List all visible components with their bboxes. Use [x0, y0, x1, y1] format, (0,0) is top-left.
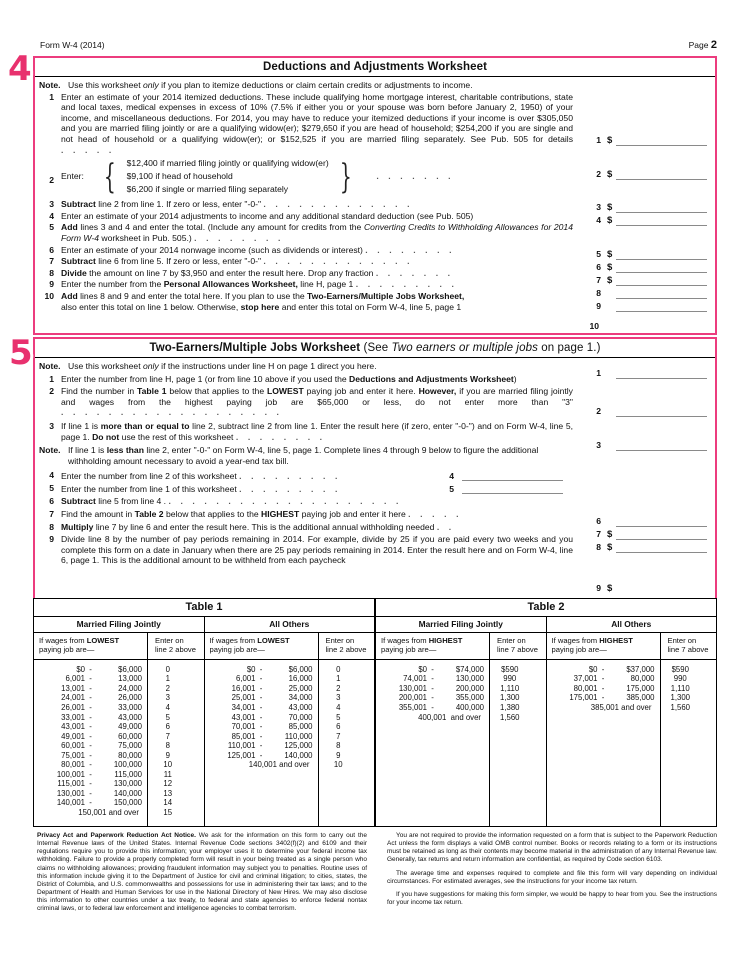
page-number-label: Page 2	[688, 39, 717, 51]
enter-label: Enter:	[61, 171, 84, 182]
answer-row-5[interactable]: 5 $	[583, 248, 715, 260]
table-1-title: Table 1	[34, 599, 374, 617]
two-earners-line-5	[35, 481, 715, 494]
two-earners-line-6	[35, 494, 715, 507]
line-number: 5	[49, 222, 54, 233]
line-5-text: Add lines 3 and 4 and enter the total. (Include any amount for credits from the Converting Credits to Withholding Allowances for 2014 Form W-4 worksheet in Pub. 505.) . . . . . . . .	[61, 222, 573, 243]
column-body	[205, 660, 318, 770]
line-number: 3	[49, 199, 54, 210]
two-earners-line-7	[35, 507, 715, 520]
line-number: 4	[49, 470, 54, 481]
dollar-sign: $	[607, 169, 613, 180]
deductions-line-5	[35, 221, 715, 243]
line-3-text: If line 1 is more than or equal to line 2, subtract line 2 from line 1. Enter the result here (if zero, enter "-0-") and on Form W-4, line 5, page 1. Do not use the rest of this worksheet . . . . . . . .	[61, 420, 573, 442]
answer-row-8[interactable]: 8 $	[583, 541, 715, 553]
line-9-text: Divide line 8 by the number of pay periods remaining in 2014. For example, divide by 25 if you are paid every two weeks and you complete this form on a date in January when there are 25 pay periods remaining in 2014. Enter the result here and on Form W-4, line 6, page 1. This is the additional amount to be withheld from each paycheck	[61, 534, 573, 566]
wage-value-row: 5	[336, 712, 341, 722]
wage-value-row: $590	[501, 664, 519, 674]
dollar-sign: $	[607, 135, 613, 146]
line-1-text: Enter an estimate of your 2014 itemized deductions. These include qualifying home mortgage interest, charitable contributions, state and local taxes, medical expenses in excess of 10% (7.5% if either you or your spouse was born before January 2, 1950) of your income, and miscellaneous deductions. For 2014, you may have to reduce your itemized deductions if your income is over $305,050 and you are married filing jointly or are a qualifying widow(er); $279,650 if you are head of household; $254,200 if you are single and not head of household or a qualifying widow(er); or $152,525 if you are married filing separately. See Pub. 505 for details . . . . .	[61, 91, 573, 155]
table-1-allothers-wages	[205, 633, 319, 826]
column-header-enter: Enter on line 2 above	[148, 633, 204, 660]
column-body	[661, 660, 717, 713]
wage-value-row: 1,560	[499, 712, 520, 722]
column-body	[319, 660, 375, 770]
table-1-allothers-enter	[319, 633, 375, 826]
wage-value-row: 8	[336, 741, 341, 751]
wage-range-row: 24,001 - 26,000	[61, 693, 142, 703]
table-1-categories	[34, 617, 374, 633]
dollar-sign: $	[607, 583, 613, 594]
table-2-category-married: Married Filing Jointly	[376, 617, 547, 632]
form-label: Form W-4 (2014)	[40, 40, 105, 50]
two-earners-line-2	[35, 384, 715, 418]
deductions-line-2	[35, 155, 715, 196]
line-number: 6	[49, 496, 54, 507]
wage-range-row: 200,001 - 355,000	[398, 693, 484, 703]
line-8-text: Divide the amount on line 7 by $3,950 and enter the result here. Drop any fraction . . . . . . .	[61, 267, 454, 278]
deductions-line-1	[35, 91, 715, 156]
wage-value-row: 12	[163, 779, 173, 789]
answer-input-line-5[interactable]	[462, 483, 563, 494]
table-2-allothers-enter	[661, 633, 717, 826]
paperwork-paragraph-2: The average time and expenses required to complete and file this form will vary depending on individual circumstances. For estimated averages, see the instructions for your income tax return.	[387, 869, 717, 885]
paperwork-paragraph-3: If you have suggestions for making this form simpler, we would be happy to hear from you. See the instructions for your income tax return.	[387, 890, 717, 907]
answer-row-9[interactable]: 9 $	[583, 582, 715, 594]
deductions-line-4	[35, 210, 715, 222]
wage-range-row: 100,001 - 115,000	[56, 769, 142, 779]
two-earners-worksheet-title: Two-Earners/Multiple Jobs Worksheet (See Two earners or multiple jobs on page 1.)	[35, 339, 715, 358]
column-header-wages: If wages from LOWEST paying job are—	[205, 633, 318, 660]
line-3-text: Subtract line 2 from line 1. If zero or less, enter "-0-" . . . . . . . . . . . . .	[61, 199, 414, 210]
wage-range-row: 43,001 - 70,000	[231, 712, 313, 722]
answer-row-2[interactable]: 2 $	[583, 168, 715, 180]
deductions-line-3	[35, 196, 715, 210]
wage-range-row: 150,001 and over	[78, 808, 139, 818]
line-number: 8	[49, 267, 54, 278]
line-5-text: Enter the number from line 1 of this worksheet . . . . . . . . . 5	[61, 483, 577, 494]
column-body	[34, 660, 147, 818]
line-number: 1	[49, 373, 54, 384]
answer-input-line-9[interactable]	[616, 583, 707, 594]
line-number: 4	[49, 210, 54, 221]
wage-range-row: $0 - $37,000	[588, 664, 655, 674]
line-number: 2	[49, 386, 54, 397]
wage-range-row: $0 - $6,000	[246, 664, 313, 674]
column-body	[376, 660, 489, 722]
deductions-worksheet-body	[35, 77, 715, 312]
line-number: 10	[44, 290, 54, 301]
dollar-sign: $	[607, 202, 613, 213]
wage-value-row: 5	[165, 712, 170, 722]
wage-value-row: 1,300	[670, 693, 690, 703]
answer-row-3[interactable]: 3	[583, 439, 715, 451]
wage-range-row: 85,001 - 110,000	[231, 731, 313, 741]
two-earners-note-2	[35, 442, 715, 466]
wage-value-row: 13	[163, 788, 173, 798]
wage-range-row: 33,001 - 43,000	[61, 712, 142, 722]
line-number: 7	[49, 256, 54, 267]
answer-row-10[interactable]: 10	[589, 321, 599, 331]
two-earners-note-1	[35, 360, 715, 372]
page-header	[0, 38, 750, 52]
table-2-allothers-wages	[547, 633, 661, 826]
wage-tables	[33, 598, 717, 827]
wage-value-row: 1,110	[670, 683, 690, 693]
answer-row-7[interactable]: 7 $	[583, 274, 715, 286]
wage-value-row: 4	[165, 703, 170, 712]
note-2-text: If line 1 is less than line 2, enter "-0-" on Form W-4, line 5, page 1. Complete lines 4 through 9 below to figure the additional withholding amount necessary to avoid a year-end tax bill.	[68, 445, 539, 466]
wage-value-row: 8	[165, 741, 170, 751]
page-number: 2	[710, 39, 717, 51]
wage-value-row: 1,560	[670, 703, 690, 712]
table-1-married-enter	[148, 633, 205, 826]
dollar-sign: $	[607, 249, 613, 260]
wage-range-row: 16,001 - 25,000	[231, 683, 313, 693]
wage-range-row: 80,001 - 100,000	[61, 760, 142, 770]
dollar-sign: $	[607, 529, 613, 540]
column-header-wages: If wages from LOWEST paying job are—	[34, 633, 147, 660]
answer-row-3[interactable]: 3 $	[583, 201, 715, 213]
inline-answer-4[interactable]: 4	[438, 470, 573, 481]
table-2-category-allothers: All Others	[611, 619, 652, 629]
page-footer	[37, 832, 717, 919]
column-header-enter: Enter on line 7 above	[490, 633, 546, 660]
column-header-enter: Enter on line 2 above	[319, 633, 375, 660]
wage-value-row: 1	[165, 674, 170, 684]
wage-range-row: $0 - $6,000	[76, 664, 142, 674]
line-2-options	[121, 157, 335, 196]
column-body	[547, 660, 660, 713]
wage-value-row: 1,110	[500, 683, 520, 693]
wage-value-row: 14	[163, 798, 173, 808]
wage-range-row: 125,001 - 140,000	[227, 750, 313, 760]
answer-row-7[interactable]: 7 $	[583, 528, 715, 540]
wage-value-row: 15	[163, 808, 173, 818]
line-6-text: Subtract line 5 from line 4 . . . . . . . . . . . . . . . . . . . . .	[61, 496, 402, 507]
wage-range-row: 6,001 - 16,000	[235, 674, 313, 684]
wage-range-row: 34,001 - 43,000	[231, 703, 313, 712]
privacy-act-paragraph: Privacy Act and Paperwork Reduction Act Notice. We ask for the information on this form to carry out the Internal Revenue laws of the United States. Internal Revenue Code sections 3402(f)(2) and 6109 and their regulations require you to provide this information; your employer uses it to determine your federal income tax withholding. Failure to provide a properly completed form will result in your being treated as a single person who claims no withholding allowances; providing fraudulent information may subject you to penalties. Routine uses of this information include giving it to the Department of Justice for civil and criminal litigation; to cities, states, the District of Columbia, and U.S. commonwealths and possessions for use in administering their tax laws; and to the Department of Health and Human Services for use in the National Directory of New Hires. We may also disclose this information to other countries under a tax treaty, to federal and state agencies to enforce federal nontax criminal laws, or to federal law enforcement and intelligence agencies to combat terrorism.	[37, 832, 367, 913]
table-2-title: Table 2	[376, 599, 716, 617]
two-earners-line-8	[35, 520, 715, 533]
line-number: 9	[49, 534, 54, 545]
dollar-sign: $	[607, 262, 613, 273]
wage-range-row: 385,001 and over	[590, 703, 652, 712]
line-7-text: Find the amount in Table 2 below that applies to the HIGHEST paying job and enter it here . . . . .	[61, 508, 463, 519]
answer-row-8[interactable]: 8	[583, 287, 715, 299]
wage-value-row: 3	[165, 693, 170, 703]
deductions-line-10	[35, 290, 715, 312]
wage-value-row: 7	[165, 731, 170, 741]
wage-range-row: 6,001 - 13,000	[65, 674, 142, 684]
column-header-wages: If wages from HIGHEST paying job are—	[376, 633, 489, 660]
wage-range-row: 130,001 - 140,000	[56, 788, 142, 798]
wage-value-row: 1,380	[499, 703, 520, 712]
deductions-line-9	[35, 278, 715, 290]
wage-range-row: 80,001 - 175,000	[573, 683, 655, 693]
deductions-note-text: Use this worksheet only if you plan to itemize deductions or claim certain credits or adjustments to income.	[68, 80, 473, 90]
wage-value-row: 1,300	[499, 693, 520, 703]
answer-input-line-4[interactable]	[462, 470, 563, 481]
option-single-or-separate: $6,200 if single or married filing separately	[126, 184, 289, 195]
wage-value-row: 990	[503, 674, 517, 684]
wage-range-row: 130,001 - 200,000	[398, 683, 484, 693]
wage-range-row: $0 - $74,000	[418, 664, 484, 674]
wage-range-row: 26,001 - 33,000	[61, 703, 142, 712]
wage-value-row: 9	[336, 750, 341, 760]
wage-value-row: 10	[333, 760, 343, 770]
answer-row-9[interactable]: 9	[583, 300, 715, 312]
option-head-of-household: $9,100 if head of household	[126, 171, 233, 182]
two-earners-line-3	[35, 418, 715, 442]
wage-value-row: 0	[336, 664, 341, 674]
wage-value-row: 10	[163, 760, 173, 770]
line-7-text: Subtract line 6 from line 5. If zero or less, enter "-0-" . . . . . . . . . . . . .	[61, 256, 414, 267]
step-marker-4: 4	[8, 49, 32, 89]
wage-range-row: 355,001 - 400,000	[398, 703, 484, 712]
two-earners-line-9	[35, 532, 715, 566]
line-9-text: Enter the number from the Personal Allowances Worksheet, line H, page 1 . . . . . . . . .	[61, 279, 458, 290]
line-number: 1	[49, 91, 54, 102]
column-body	[490, 660, 546, 722]
line-4-text: Enter the number from line 2 of this worksheet . . . . . . . . . 4	[61, 470, 577, 481]
line-number: 2	[49, 175, 54, 186]
wage-value-row: 6	[336, 722, 341, 732]
column-header-wages: If wages from HIGHEST paying job are—	[547, 633, 660, 660]
deductions-note-row	[35, 79, 715, 91]
wage-range-row: 43,001 - 49,000	[61, 722, 142, 732]
brace-close-icon: }	[339, 156, 352, 197]
privacy-act-notice	[37, 832, 367, 919]
answer-row-1[interactable]: 1 $	[583, 134, 715, 146]
line-number: 5	[49, 483, 54, 494]
paperwork-paragraph-1: You are not required to provide the information requested on a form that is subject to the Paperwork Reduction Act unless the form displays a valid OMB control number. Books or records relating to a form or its instructions must be retained as long as their contents may become material in the administration of any Internal Revenue law. Generally, tax returns and return information are confidential, as required by Code section 6103.	[387, 832, 717, 864]
option-married-jointly: $12,400 if married filing jointly or qualifying widow(er)	[126, 158, 329, 169]
table-1-columns	[34, 633, 374, 826]
note-1-text: Use this worksheet only if the instructions under line H on page 1 direct you here.	[68, 361, 377, 371]
dollar-sign: $	[607, 275, 613, 286]
table-2	[375, 598, 717, 827]
deductions-adjustments-worksheet	[33, 56, 717, 335]
wage-value-row: 1	[336, 674, 341, 684]
brace-open-icon: {	[103, 156, 116, 197]
deductions-worksheet-title: Deductions and Adjustments Worksheet	[35, 58, 715, 77]
wage-range-row: 110,001 - 125,000	[227, 741, 313, 751]
table-1-category-allothers: All Others	[269, 619, 310, 629]
deductions-line-7	[35, 255, 715, 267]
wage-value-row: 990	[673, 674, 687, 684]
two-earners-line-1	[35, 372, 715, 385]
table-2-columns	[376, 633, 716, 826]
dollar-sign: $	[607, 215, 613, 226]
answer-row-2[interactable]: 2	[583, 405, 715, 417]
note-label: Note.	[39, 361, 61, 371]
wage-range-row: 140,001 and over	[248, 760, 310, 770]
wage-range-row: 74,001 - 130,000	[403, 674, 484, 684]
table-2-married-wages	[376, 633, 490, 826]
wage-range-row: 25,001 - 34,000	[231, 693, 313, 703]
answer-row-4[interactable]: 4 $	[583, 214, 715, 226]
line-number: 6	[49, 244, 54, 255]
column-header-enter: Enter on line 7 above	[661, 633, 717, 660]
answer-row-6[interactable]: 6	[583, 515, 715, 527]
table-2-categories	[376, 617, 716, 633]
line-8-text: Multiply line 7 by line 6 and enter the result here. This is the additional annual withholding needed . .	[61, 521, 455, 532]
table-1	[33, 598, 375, 827]
wage-range-row: 49,001 - 60,000	[61, 731, 142, 741]
wage-range-row: 70,001 - 85,000	[231, 722, 313, 732]
dollar-sign: $	[607, 542, 613, 553]
line-number: 3	[49, 420, 54, 431]
leader-dots: . . . . . . .	[376, 171, 455, 182]
wage-value-row: 4	[336, 703, 341, 712]
answer-row-1[interactable]: 1	[583, 367, 715, 379]
deductions-line-6	[35, 244, 715, 256]
wage-range-row: 140,001 - 150,000	[56, 798, 142, 808]
deductions-line-8	[35, 267, 715, 279]
wage-value-row: 9	[165, 750, 170, 760]
wage-range-row: 13,001 - 24,000	[61, 683, 142, 693]
two-earners-worksheet-body	[35, 358, 715, 566]
wage-value-row: 3	[336, 693, 341, 703]
wage-range-row: 37,001 - 80,000	[573, 674, 655, 684]
table-2-married-enter	[490, 633, 547, 826]
wage-range-row: 60,001 - 75,000	[61, 741, 142, 751]
wage-value-row: 2	[336, 683, 341, 693]
column-body	[148, 660, 204, 818]
wage-value-row: $590	[671, 664, 689, 674]
inline-answer-5[interactable]: 5	[438, 483, 573, 494]
wage-value-row: 11	[163, 769, 172, 779]
wage-range-row: 115,001 - 130,000	[57, 779, 142, 789]
wage-value-row: 0	[165, 664, 170, 674]
line-1-text: Enter the number from line H, page 1 (or from line 10 above if you used the Deductions and Adjustments Worksheet)	[61, 373, 517, 384]
note-label: Note.	[39, 80, 61, 90]
two-earners-line-4	[35, 466, 715, 481]
line-2-brace-group	[61, 157, 577, 196]
answer-row-6[interactable]: 6 $	[583, 261, 715, 273]
wage-value-row: 6	[165, 722, 170, 732]
note-label: Note.	[39, 445, 61, 456]
wage-range-row: 400,001 and over	[418, 712, 481, 722]
line-number: 9	[49, 279, 54, 290]
wage-range-row: 75,001 - 80,000	[61, 750, 142, 760]
wage-value-row: 7	[336, 731, 341, 741]
line-4-text: Enter an estimate of your 2014 adjustments to income and any additional standard deduction (see Pub. 505)	[61, 210, 474, 221]
step-marker-5: 5	[9, 333, 33, 373]
table-1-category-married: Married Filing Jointly	[34, 617, 205, 632]
line-number: 8	[49, 521, 54, 532]
line-2-text: Find the number in Table 1 below that applies to the LOWEST paying job and enter it here. However, if you are married filing jointly and wages from the highest paying job are $65,000 or less, do not enter more than "3" . . . . . . . . . . . . . . . . . . .	[61, 386, 573, 418]
line-number: 7	[49, 508, 54, 519]
table-1-married-wages	[34, 633, 148, 826]
line-6-text: Enter an estimate of your 2014 nonwage income (such as dividends or interest) . . . . . . . .	[61, 244, 456, 255]
wage-range-row: 175,001 - 385,000	[569, 693, 655, 703]
paperwork-reduction-notice	[387, 832, 717, 919]
wage-value-row: 2	[165, 683, 170, 693]
line-10-text: Add lines 8 and 9 and enter the total here. If you plan to use the Two-Earners/Multiple Jobs Worksheet, also enter this total on line 1 below. Otherwise, stop here and enter this total on Form W-4, line 5, page 1	[61, 290, 465, 312]
